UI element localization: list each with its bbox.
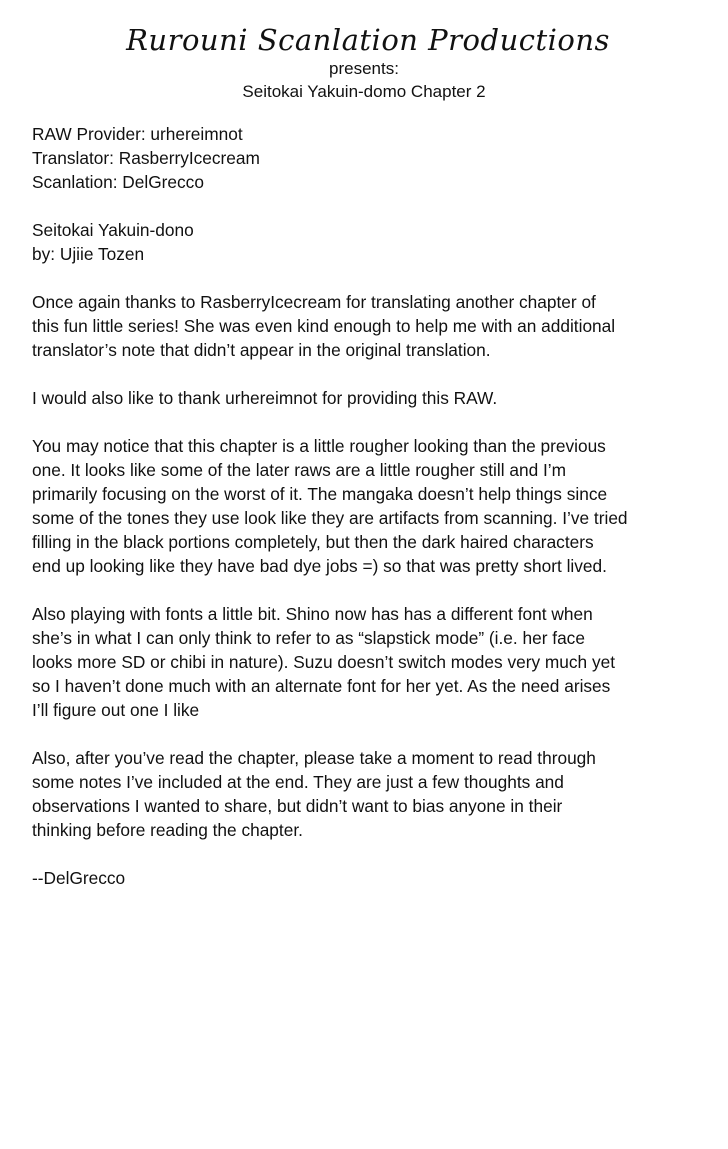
series-name: Seitokai Yakuin-dono [32,220,194,240]
paragraph-end-notes [32,746,682,842]
group-name-title: Rurouni Scanlation Productions [126,23,610,57]
paragraph-line: observations I wanted to share, but didn’t want to bias anyone in their [32,796,563,816]
paragraph-line: I would also like to thank urhereimnot for providing this RAW. [32,388,498,408]
spacer [32,362,682,386]
spacer [32,410,682,434]
spacer [32,194,682,218]
spacer [32,578,682,602]
paragraph-thanks-raw [32,386,682,410]
paragraph-line: she’s in what I can only think to refer to as “slapstick mode” (i.e. her face [32,628,585,648]
header [0,0,728,104]
paragraph-line: Also, after you’ve read the chapter, please take a moment to read through [32,748,596,768]
paragraph-line: You may notice that this chapter is a little rougher looking than the previous [32,436,606,456]
paragraph-line: looks more SD or chibi in nature). Suzu doesn’t switch modes very much yet [32,652,616,672]
paragraph-fonts-note [32,602,682,722]
paragraph-line: one. It looks like some of the later raws are a little rougher still and I’m [32,460,567,480]
body-text [32,122,682,890]
signature: --DelGrecco [32,868,126,888]
spacer [32,266,682,290]
paragraph-line: filling in the black portions completely, but then the dark haired characters [32,532,594,552]
paragraph-line: some of the tones they use look like they are artifacts from scanning. I’ve tried [32,508,628,528]
chapter-title: Seitokai Yakuin-domo Chapter 2 [242,82,486,101]
paragraph-line: thinking before reading the chapter. [32,820,303,840]
paragraph-line: translator’s note that didn’t appear in the original translation. [32,340,491,360]
translator-line: Translator: RasberryIcecream [32,148,260,168]
paragraph-line: primarily focusing on the worst of it. The mangaka doesn’t help things since [32,484,608,504]
spacer [32,722,682,746]
spacer [32,842,682,866]
scanlation-line: Scanlation: DelGrecco [32,172,204,192]
paragraph-line: end up looking like they have bad dye jobs =) so that was pretty short lived. [32,556,607,576]
paragraph-quality-note [32,434,682,578]
paragraph-line: this fun little series! She was even kind enough to help me with an additional [32,316,616,336]
paragraph-line: so I haven’t done much with an alternate font for her yet. As the need arises [32,676,611,696]
paragraph-thanks-translator [32,290,682,362]
credits-block [32,122,682,194]
series-block [32,218,682,266]
raw-provider-line: RAW Provider: urhereimnot [32,124,243,144]
series-author: by: Ujiie Tozen [32,244,145,264]
paragraph-line: some notes I’ve included at the end. They are just a few thoughts and [32,772,564,792]
paragraph-line: I’ll figure out one I like [32,700,200,720]
paragraph-line: Once again thanks to RasberryIcecream for translating another chapter of [32,292,596,312]
presents-text: presents: [329,59,399,78]
paragraph-line: Also playing with fonts a little bit. Shino now has has a different font when [32,604,593,624]
